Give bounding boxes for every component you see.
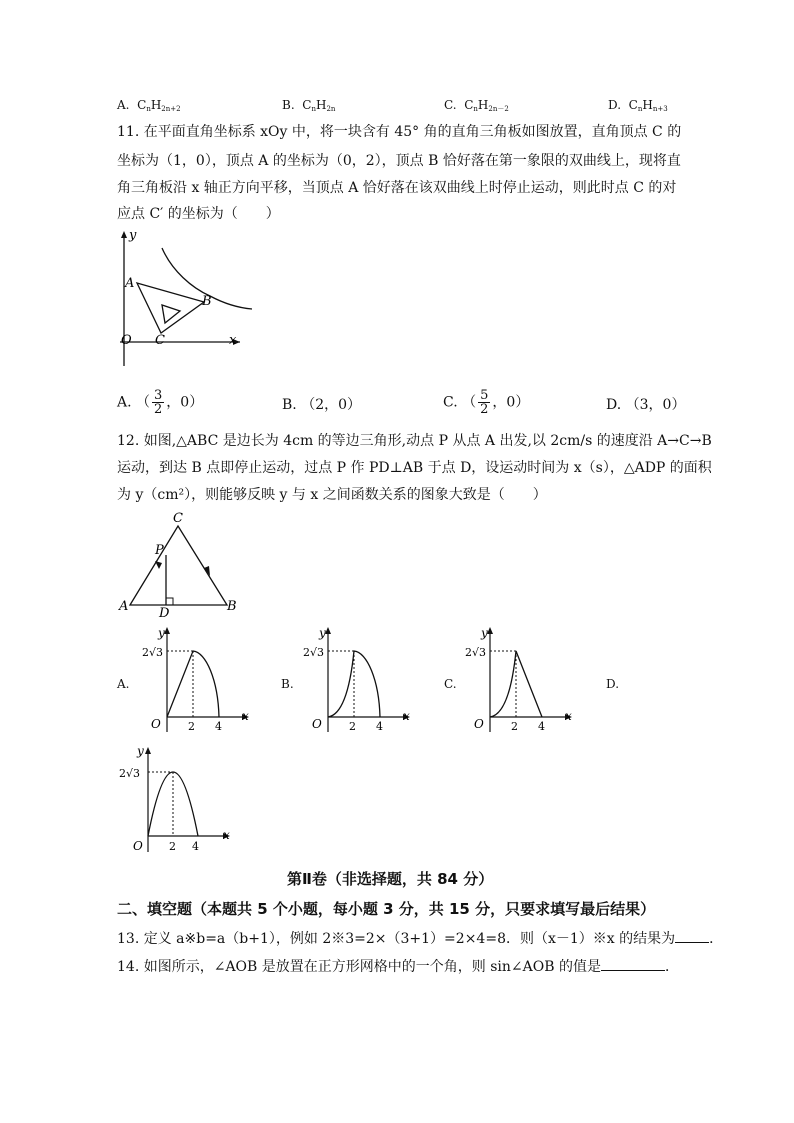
q11-option-b: B. （2，0） [282,397,362,413]
q10-option-a: A. $C_nH_{2n+2}$ [117,98,181,113]
graph-b-ymark: 2√3 [303,646,325,659]
graph-c-4: 4 [538,720,545,733]
q11-label-b: B [202,294,212,309]
q12-line-2: 运动，到达 B 点即停止运动，过点 P 作 PD⊥AB 于点 D，设运动时间为 x（s），△ADP 的面积 [117,460,712,476]
q14 [117,956,679,978]
q14-text: 14. 如图所示，∠AOB 是放置在正方形网格中的一个角，则 sin∠AOB 的值是 [117,959,601,975]
graph-c-2: 2 [511,720,518,733]
q14-answer-blank [601,970,665,971]
graph-a-o: O [151,717,161,731]
q12-line-1: 12. 如图,△ABC 是边长为 4cm 的等边三角形,动点 P 从点 A 出发,以 2cm/s 的速度沿 A→C→B [117,433,712,449]
graph-c-o: O [474,717,484,731]
q12-label-d: D [159,606,170,618]
q12-triangle-figure [115,508,245,618]
graph-b-y: y [319,626,326,640]
graph-b-o: O [312,717,322,731]
graph-d-2: 2 [169,840,176,853]
graph-a-2: 2 [188,720,195,733]
q12-graph-d [117,740,242,860]
q13 [117,928,723,950]
graph-d-o: O [133,839,143,853]
graph-b-4: 4 [376,720,383,733]
q12-label-a: A [119,599,129,614]
q14-end: ． [664,959,679,975]
q10-option-d: D. $C_nH_{n+3}$ [608,98,668,113]
q13-text: 13. 定义 a※b=a（b+1），例如 2※3=2×（3+1）=2×4=8．则（x－1）※x 的结果为 [117,931,676,947]
graph-d-y: y [137,744,144,758]
q11-label-c: C [155,333,165,348]
graph-a-4: 4 [215,720,222,733]
q11-label-x: x [229,333,237,348]
section-subtitle: 二、填空题（本题共 5 个小题，每小题 3 分，共 15 分，只要求填写最后结果） [117,900,656,918]
graph-d-4: 4 [192,840,199,853]
q11-line-2: 坐标为（1，0），顶点 A 的坐标为（0，2），顶点 B 恰好落在第一象限的双曲线上，现将直 [117,153,681,169]
q12-label-b: B [227,599,237,614]
q10-option-b: B. $C_nH_{2n}$ [282,98,336,113]
q12-graph-b [297,620,422,735]
graph-a-ymark: 2√3 [142,646,164,659]
graph-a-y: y [158,626,165,640]
q10-option-c: C. $C_nH_{2n-2}$ [444,98,509,113]
q11-option-d: D. （3，0） [606,397,686,413]
q11-line-1: 11. 在平面直角坐标系 xOy 中，将一块含有 45° 角的直角三角板如图放置，直角顶点 C 的 [117,124,682,140]
graph-c-ymark: 2√3 [465,646,487,659]
q12-label-c: C [173,511,183,526]
q11-label-o: O [121,333,132,348]
q12-graph-a [136,620,261,735]
q12-graph-c [459,620,584,735]
graph-a-x: x [242,709,249,723]
q11-label-a: A [125,276,135,291]
q11-option-c: C. （ $\frac{5}{2}$ ，0） [443,388,530,417]
graph-d-x: x [223,828,230,842]
graph-c-x: x [565,709,572,723]
q11-figure [110,226,270,371]
graph-d-ymark: 2√3 [119,767,141,780]
q11-option-a: A. （ $\frac{3}{2}$ ，0） [117,388,204,417]
q11-label-y: y [129,228,137,243]
q12-option-c-label: C. [444,677,457,691]
q12-option-d-label: D. [606,677,620,691]
q11-line-3: 角三角板沿 x 轴正方向平移，当顶点 A 恰好落在该双曲线上时停止运动，则此时点 C 的对 [117,180,677,196]
q12-label-p: P [155,543,164,558]
q12-line-3: 为 y（cm²），则能够反映 y 与 x 之间函数关系的图象大致是（ ） [117,487,547,503]
section-title: 第Ⅱ卷（非选择题，共 84 分） [287,870,494,888]
q13-end: ． [709,931,724,947]
q12-option-a-label: A. [117,677,130,691]
graph-c-y: y [481,626,488,640]
q12-option-b-label: B. [281,677,294,691]
graph-b-2: 2 [349,720,356,733]
q11-line-4: 应点 C′ 的坐标为（ ） [117,206,280,222]
q13-answer-blank [675,942,709,943]
graph-b-x: x [403,709,410,723]
